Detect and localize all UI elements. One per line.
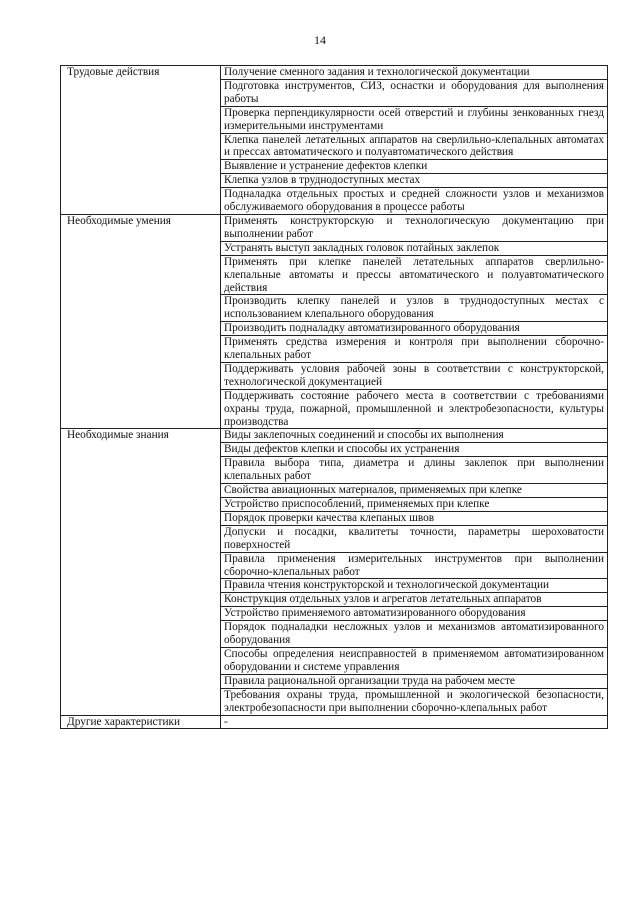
table-row (61, 429, 608, 443)
section-item: Виды заклепочных соединений и способы их выполнения (221, 429, 608, 443)
section-item: Правила чтения конструкторской и технологической документации (221, 579, 608, 593)
section-item: Конструкция отдельных узлов и агрегатов летательных аппаратов (221, 593, 608, 607)
table-body (61, 66, 608, 729)
section-item: Свойства авиационных материалов, применяемых при клепке (221, 484, 608, 498)
section-item: Устранять выступ закладных головок потайных заклепок (221, 241, 608, 255)
section-item: Порядок проверки качества клепаных швов (221, 511, 608, 525)
section-label: Трудовые действия (61, 66, 221, 215)
section-item: Правила применения измерительных инструментов при выполнении сборочно-клепальных работ (221, 552, 608, 579)
section-item: Устройство применяемого автоматизированного оборудования (221, 607, 608, 621)
section-item: Правила выбора типа, диаметра и длины заклепок при выполнении клепальных работ (221, 457, 608, 484)
section-label: Необходимые знания (61, 429, 221, 715)
section-item: Порядок подналадки несложных узлов и механизмов автоматизированного оборудования (221, 621, 608, 648)
table-row (61, 715, 608, 729)
table-row (61, 66, 608, 80)
section-item: Правила рациональной организации труда на рабочем месте (221, 674, 608, 688)
section-item: Подналадка отдельных простых и средней сложности узлов и механизмов обслуживаемого оборудования в процессе работы (221, 188, 608, 215)
section-item: Производить подналадку автоматизированного оборудования (221, 322, 608, 336)
section-item: Выявление и устранение дефектов клепки (221, 160, 608, 174)
section-item: Способы определения неисправностей в применяемом автоматизированном оборудовании и системе управления (221, 647, 608, 674)
section-item: Поддерживать условия рабочей зоны в соответствии с конструкторской, технологической документацией (221, 362, 608, 389)
section-item: Применять при клепке панелей летательных аппаратов сверлильно-клепальные автоматы и прессы автоматического и полуавтоматического действия (221, 255, 608, 295)
section-item: Клепка узлов в труднодоступных местах (221, 174, 608, 188)
section-item: Производить клепку панелей и узлов в труднодоступных местах с использованием клепального оборудования (221, 295, 608, 322)
section-label: Необходимые умения (61, 214, 221, 429)
section-item: Виды дефектов клепки и способы их устранения (221, 443, 608, 457)
section-item: Подготовка инструментов, СИЗ, оснастки и оборудования для выполнения работы (221, 79, 608, 106)
section-label: Другие характеристики (61, 715, 221, 729)
section-item: Получение сменного задания и технологической документации (221, 66, 608, 80)
page-number: 14 (314, 33, 326, 47)
section-item: Допуски и посадки, квалитеты точности, параметры шероховатости поверхностей (221, 525, 608, 552)
table-row (61, 214, 608, 241)
section-item: Клепка панелей летательных аппаратов на сверлильно-клепальных автоматах и прессах автоматического и полуавтоматического действия (221, 133, 608, 160)
section-item: Применять средства измерения и контроля при выполнении сборочно-клепальных работ (221, 336, 608, 363)
section-item: Устройство приспособлений, применяемых при клепке (221, 498, 608, 512)
section-item: Проверка перпендикулярности осей отверстий и глубины зенкованных гнезд измерительными инструментами (221, 106, 608, 133)
section-item: Требования охраны труда, промышленной и экологической безопасности, электробезопасности при выполнении сборочно-клепальных работ (221, 688, 608, 715)
section-item: Применять конструкторскую и технологическую документацию при выполнении работ (221, 214, 608, 241)
section-item: - (221, 715, 608, 729)
section-item: Поддерживать состояние рабочего места в соответствии с требованиями охраны труда, пожарной, промышленной и электробезопасности, культуры производства (221, 389, 608, 429)
characteristics-table (60, 65, 608, 729)
